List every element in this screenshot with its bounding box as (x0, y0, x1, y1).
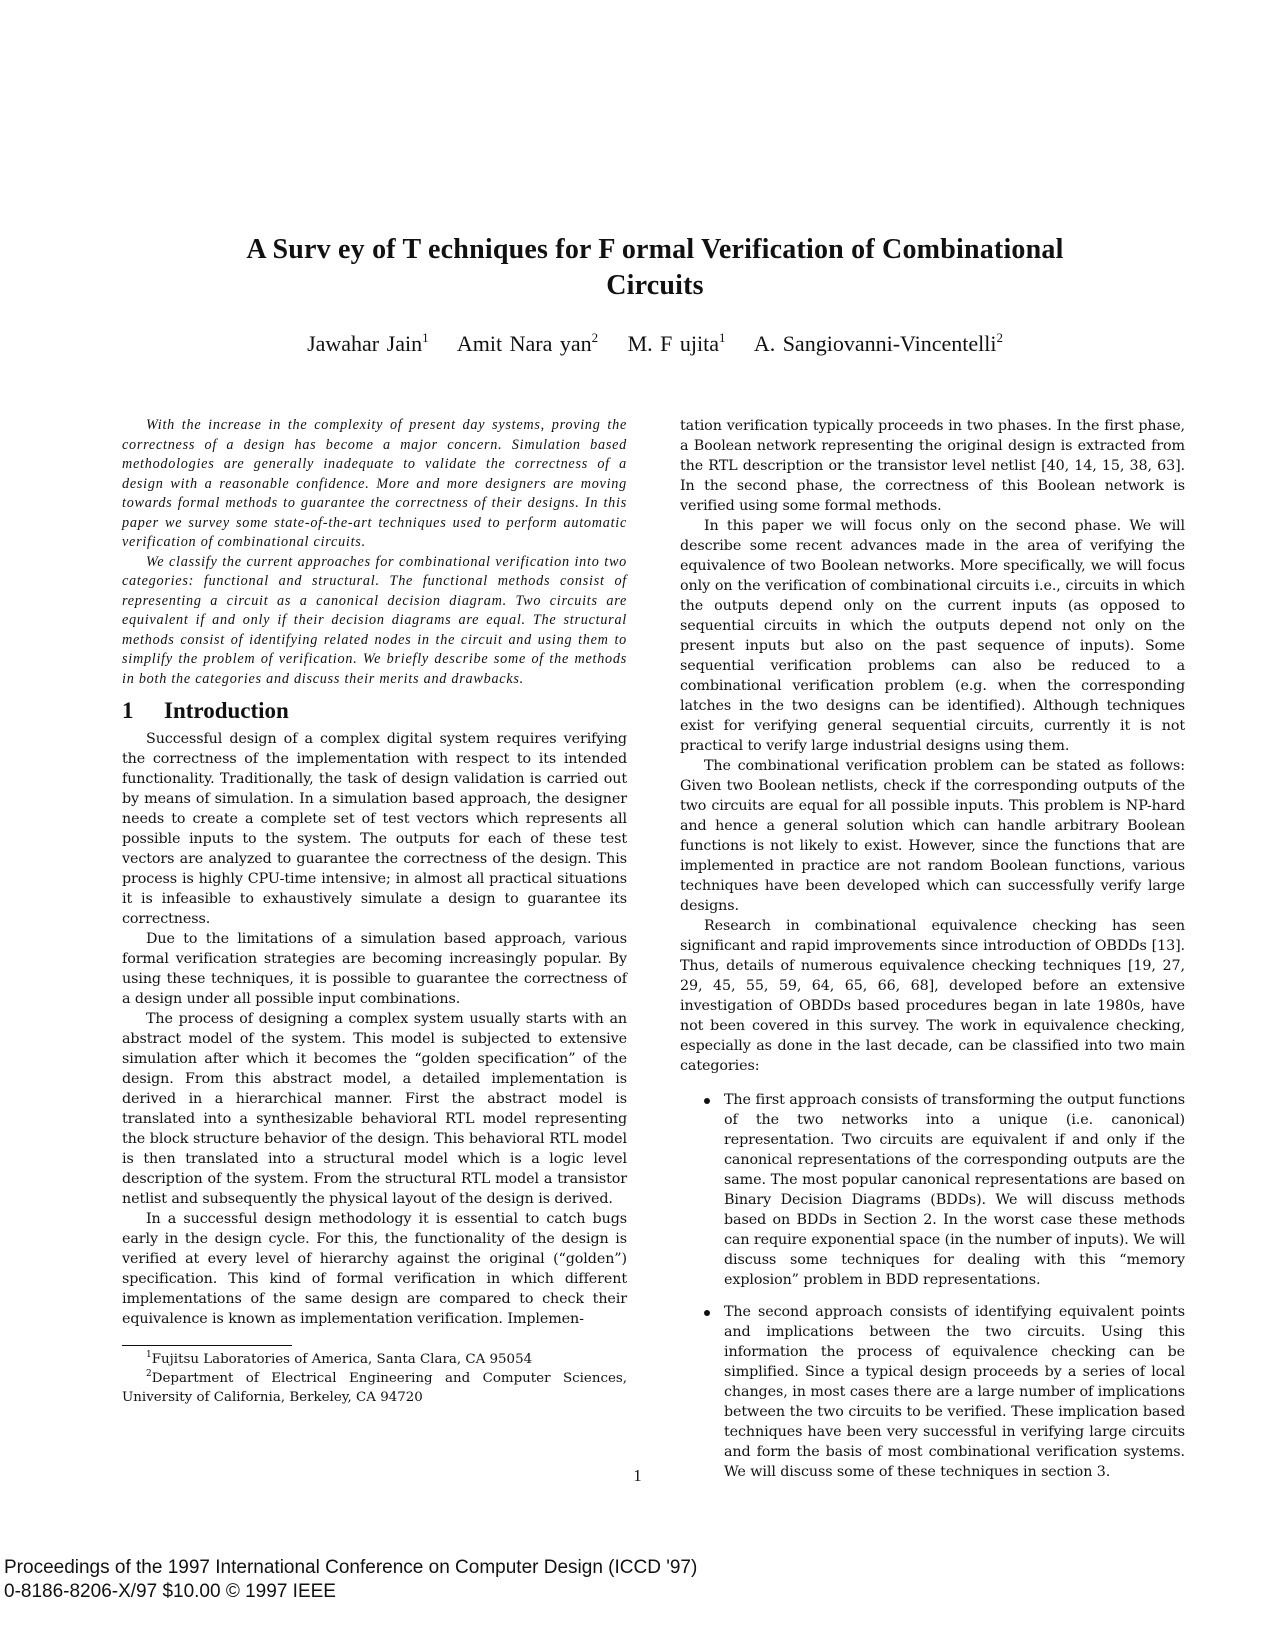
page-number: 1 (633, 1466, 642, 1485)
author-list (100, 330, 1210, 358)
abstract (122, 416, 627, 689)
bullet-icon (704, 1098, 710, 1104)
right-column (680, 416, 1185, 1494)
footnote-2: $^2$Department of Electrical Engineering and Computer Sciences, University of California, Berkeley, CA 94720 (122, 1369, 627, 1405)
left-column (122, 416, 627, 1407)
intro-paragraph-5: tation verification typically proceeds in two phases. In the first phase, a Boolean network representing the original design is extracted from the RTL description or the transistor level netlist [40, 14, 15, 38, 63]. In the second phase, the correctness of this Boolean network is verified using some formal methods. (680, 418, 1185, 514)
proceedings-line-2: 0-8186-8206-X/97 $10.00 © 1997 IEEE (4, 1581, 336, 1602)
section-number: 1 (122, 698, 134, 723)
paper-title (100, 232, 1210, 304)
bullet-text-1: The first approach consists of transforming the output functions of the two networks into a unique (i.e. canonical) representation. Two circuits are equivalent if and only if the canonical representations of the corresponding outputs are the same. The most popular canonical representations are based on Binary Decision Diagrams (BDDs). We will discuss methods based on BDDs in Section 2. In the worst case these methods can require exponential space (in the number of inputs). We will discuss some techniques for dealing with this “memory explosion” problem in BDD representations. (724, 1092, 1185, 1288)
bullet-text-2: The second approach consists of identifying equivalent points and implications between the two circuits. Using this information the process of equivalence checking can be simplified. Since a typical design proceeds by a series of local changes, in most cases there are a large number of implications between the two circuits to be verified. These implication based techniques have been very successful in verifying large circuits and form the basis of most combinational verification systems. We will discuss some of these techniques in section 3. (724, 1304, 1185, 1480)
proceedings-line-1: Proceedings of the 1997 International Conference on Computer Design (ICCD '97) (4, 1557, 698, 1578)
intro-paragraph-4: In a successful design methodology it is essential to catch bugs early in the design cycle. For this, the functionality of the design is verified at every level of hierarchy against the original (“golden”) specification. This kind of formal verification in which different implementations of the same design are compared to check their equivalence is known as implementation verification. Implemen- (122, 1211, 627, 1327)
list-item (724, 1090, 1185, 1290)
approach-list (680, 1090, 1185, 1482)
section-title: Introduction (164, 698, 289, 723)
list-item (724, 1302, 1185, 1482)
introduction-left (122, 729, 627, 1329)
intro-paragraph-6: In this paper we will focus only on the second phase. We will describe some recent advances made in the area of verifying the equivalence of two Boolean networks. More specifically, we will focus only on the verification of combinational circuits i.e., circuits in which the outputs depend only on the current inputs (as opposed to sequential circuits in which the outputs depend not only on the present inputs but also on the past sequence of inputs). Some sequential verification problems can also be reduced to a combinational verification problem (e.g. when the corresponding latches in the two designs can be identified). Although techniques exist for verifying general sequential circuits, currently it is not practical to verify large industrial designs using them. (680, 518, 1185, 754)
footnote-divider (122, 1345, 292, 1346)
footnote-1: $^1$Fujitsu Laboratories of America, Santa Clara, CA 95054 (146, 1350, 533, 1367)
title-line-2: Circuits (606, 270, 704, 301)
intro-paragraph-3: The process of designing a complex system usually starts with an abstract model of the system. This model is subjected to extensive simulation after which it becomes the “golden specification” of the design. From this abstract model, a detailed implementation is derived in a hierarchical manner. First the abstract model is translated into a synthesizable behavioral RTL model representing the block structure behavior of the design. This behavioral RTL model is then translated into a structural model which is a logic level description of the system. From the structural RTL model a transistor netlist and subsequently the physical layout of the design is derived. (122, 1011, 627, 1207)
intro-paragraph-8: Research in combinational equivalence checking has seen significant and rapid improvements since introduction of OBDDs [13]. Thus, details of numerous equivalence checking techniques [19, 27, 29, 45, 55, 59, 64, 65, 66, 68], developed before an extensive investigation of OBDDs based procedures began in late 1980s, have not been covered in this survey. The work in equivalence checking, especially as done in the last decade, can be classified into two main categories: (680, 918, 1185, 1074)
author-4: A. Sangiovanni-Vincentelli$^2$ (753, 330, 1003, 356)
intro-paragraph-2: Due to the limitations of a simulation based approach, various formal verification strategies are becoming increasingly popular. By using these techniques, it is possible to guarantee the correctness of a design under all possible input combinations. (122, 931, 627, 1007)
title-line-1: A Surv ey of T echniques for F ormal Verification of Combinational (246, 234, 1064, 265)
abstract-paragraph-1: With the increase in the complexity of present day systems, proving the correctness of a design has become a major concern. Simulation based methodologies are generally inadequate to validate the correctness of a design with a reasonable confidence. More and more designers are moving towards formal methods to guarantee the correctness of their designs. In this paper we survey some state-of-the-art techniques used to perform automatic verification of combinational circuits. (122, 417, 627, 550)
proceedings-footer (4, 1556, 697, 1604)
section-heading-introduction (122, 697, 627, 725)
introduction-right (680, 416, 1185, 1482)
abstract-paragraph-2: We classify the current approaches for combinational verification into two categories: functional and structural. The functional methods consist of representing a circuit as a canonical decision diagram. Two circuits are equivalent if and only if their decision diagrams are equal. The structural methods consist of identifying related nodes in the circuit and using them to simplify the problem of verification. We briefly describe some of the methods in both the categories and discuss their merits and drawbacks. (122, 553, 627, 687)
intro-paragraph-1: Successful design of a complex digital system requires verifying the correctness of the implementation with respect to its intended functionality. Traditionally, the task of design validation is carried out by means of simulation. In a simulation based approach, the designer needs to create a complete set of test vectors which represents all possible inputs to the system. The outputs for each of these test vectors are analyzed to guarantee the correctness of the design. This process is highly CPU-time intensive; in almost all practical situations it is infeasible to exhaustively simulate a design to guarantee its correctness. (122, 731, 627, 927)
author-1: Jawahar Jain$^1$ (307, 330, 429, 356)
bullet-icon (704, 1310, 710, 1316)
author-3: M. F ujita$^1$ (627, 330, 726, 356)
intro-paragraph-7: The combinational verification problem can be stated as follows: Given two Boolean netlists, check if the corresponding outputs of the two circuits are equal for all possible inputs. This problem is NP-hard and hence a general solution which can handle arbitrary Boolean functions is not likely to exist. However, since the functions that are implemented in practice are not random Boolean functions, various techniques have been developed which can successfully verify large designs. (680, 758, 1185, 914)
author-2: Amit Nara yan$^2$ (456, 330, 599, 356)
